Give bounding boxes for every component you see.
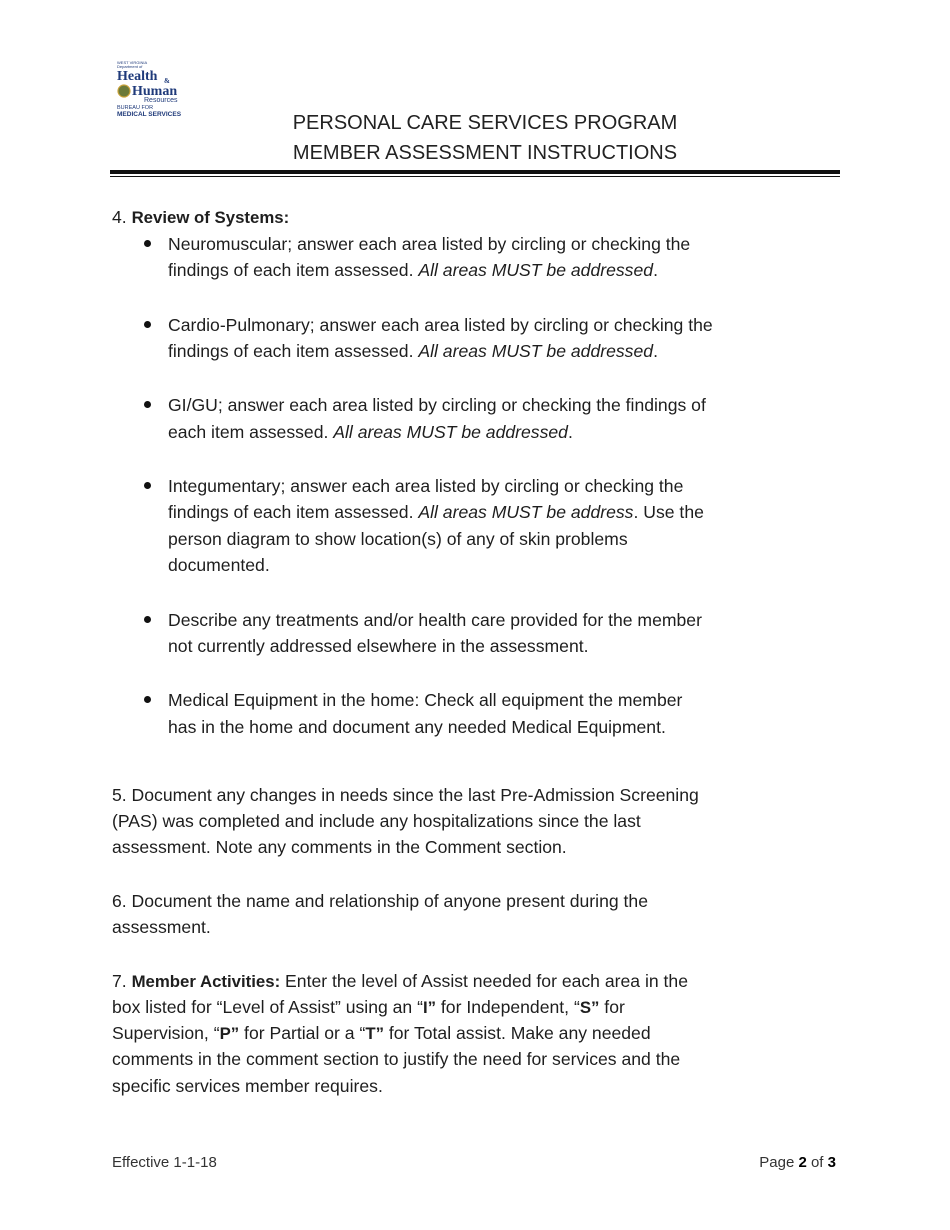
- text-line: [168, 526, 628, 552]
- text-run: assessment. Note any comments in the Comment section.: [112, 837, 567, 857]
- text-line: [112, 888, 648, 914]
- text-run: 5. Document any changes in needs since the last Pre-Admission Screening: [112, 785, 699, 805]
- text-run: 4.: [112, 207, 132, 227]
- text-line: [112, 968, 688, 994]
- bullet-icon: [144, 401, 151, 408]
- text-run: for Partial or a “: [239, 1023, 366, 1043]
- text-run: Integumentary; answer each area listed by circling or checking the: [168, 476, 684, 496]
- text-line: [112, 1020, 651, 1046]
- text-line: [112, 1073, 383, 1099]
- text-line: [112, 782, 699, 808]
- text-run: person diagram to show location(s) of any of skin problems: [168, 529, 628, 549]
- text-run: comments in the comment section to justify the need for services and the: [112, 1049, 681, 1069]
- text-run: Medical Equipment in the home: Check all equipment the member: [168, 690, 683, 710]
- text-run: .: [653, 341, 658, 361]
- text-line: [168, 714, 666, 740]
- text-run: 7.: [112, 971, 132, 991]
- text-run: not currently addressed elsewhere in the assessment.: [168, 636, 589, 656]
- text-line: [168, 312, 713, 338]
- text-line: [168, 338, 658, 364]
- text-line: [112, 914, 211, 940]
- bullet-icon: [144, 696, 151, 703]
- text-run: Describe any treatments and/or health care provided for the member: [168, 610, 702, 630]
- text-line: [168, 392, 706, 418]
- text-run: findings of each item assessed.: [168, 341, 419, 361]
- text-run: findings of each item assessed.: [168, 260, 419, 280]
- svg-text:&: &: [164, 77, 170, 85]
- effective-date: Effective 1-1-18: [112, 1154, 217, 1171]
- text-run: Supervision, “: [112, 1023, 220, 1043]
- text-line: [112, 204, 289, 230]
- text-run: documented.: [168, 555, 270, 575]
- document-title: PERSONAL CARE SERVICES PROGRAM: [292, 112, 678, 134]
- text-line: [168, 687, 682, 713]
- text-run: for Total assist. Make any needed: [383, 1023, 651, 1043]
- text-line: [168, 552, 270, 578]
- text-run: . Use the: [633, 502, 704, 522]
- text-line: [168, 419, 573, 445]
- text-line: [168, 633, 589, 659]
- text-line: [168, 257, 658, 283]
- text-run: .: [567, 422, 573, 442]
- svg-text:Department of: Department of: [117, 64, 143, 69]
- bold-text: Member Activities:: [131, 972, 281, 991]
- italic-text: All areas MUST be addressed: [418, 341, 654, 361]
- svg-text:Health: Health: [117, 69, 158, 84]
- header-rule-thin: [110, 176, 840, 177]
- bold-text: P”: [219, 1024, 240, 1043]
- italic-text: All areas MUST be addressed: [333, 422, 568, 442]
- page-number: Page 2 of 3: [759, 1154, 836, 1171]
- italic-text: All areas MUST be addressed: [418, 260, 654, 280]
- bullet-icon: [144, 482, 151, 489]
- text-run: for: [599, 997, 625, 1017]
- text-line: [168, 499, 704, 525]
- text-line: [168, 607, 702, 633]
- svg-text:MEDICAL SERVICES: MEDICAL SERVICES: [117, 111, 182, 118]
- text-line: [168, 231, 690, 257]
- text-run: 6. Document the name and relationship of anyone present during the: [112, 891, 648, 911]
- text-line: [112, 994, 625, 1020]
- document-subtitle: MEMBER ASSESSMENT INSTRUCTIONS: [292, 142, 678, 164]
- text-run: findings of each item assessed.: [168, 502, 419, 522]
- svg-text:WEST VIRGINIA: WEST VIRGINIA: [117, 60, 148, 65]
- bold-text: T”: [365, 1024, 384, 1043]
- text-run: .: [653, 260, 658, 280]
- bold-text: I”: [422, 998, 437, 1017]
- text-line: [112, 834, 567, 860]
- bullet-icon: [144, 616, 151, 623]
- text-run: Cardio-Pulmonary; answer each area listed by circling or checking the: [168, 315, 713, 335]
- text-run: has in the home and document any needed Medical Equipment.: [168, 717, 666, 737]
- svg-text:BUREAU FOR: BUREAU FOR: [117, 105, 154, 111]
- text-run: (PAS) was completed and include any hospitalizations since the last: [112, 811, 641, 831]
- text-run: Neuromuscular; answer each area listed by circling or checking the: [168, 234, 691, 254]
- header-rule: [110, 170, 840, 174]
- text-run: GI/GU; answer each area listed by circling or checking the findings of: [168, 395, 706, 415]
- text-line: [168, 473, 683, 499]
- text-line: [112, 808, 641, 834]
- svg-text:Resources: Resources: [144, 97, 178, 104]
- bold-text: Review of Systems:: [131, 208, 290, 227]
- text-run: Enter the level of Assist needed for each area in the: [280, 971, 688, 991]
- text-run: box listed for “Level of Assist” using an “: [112, 997, 423, 1017]
- text-run: specific services member requires.: [112, 1076, 383, 1096]
- text-run: each item assessed.: [168, 422, 334, 442]
- bullet-icon: [144, 321, 151, 328]
- bullet-icon: [144, 240, 151, 247]
- italic-text: All areas MUST be address: [418, 502, 634, 522]
- text-line: [112, 1046, 680, 1072]
- svg-text:Human: Human: [132, 84, 178, 99]
- bold-text: S”: [579, 998, 600, 1017]
- text-run: assessment.: [112, 917, 211, 937]
- text-run: for Independent, “: [436, 997, 580, 1017]
